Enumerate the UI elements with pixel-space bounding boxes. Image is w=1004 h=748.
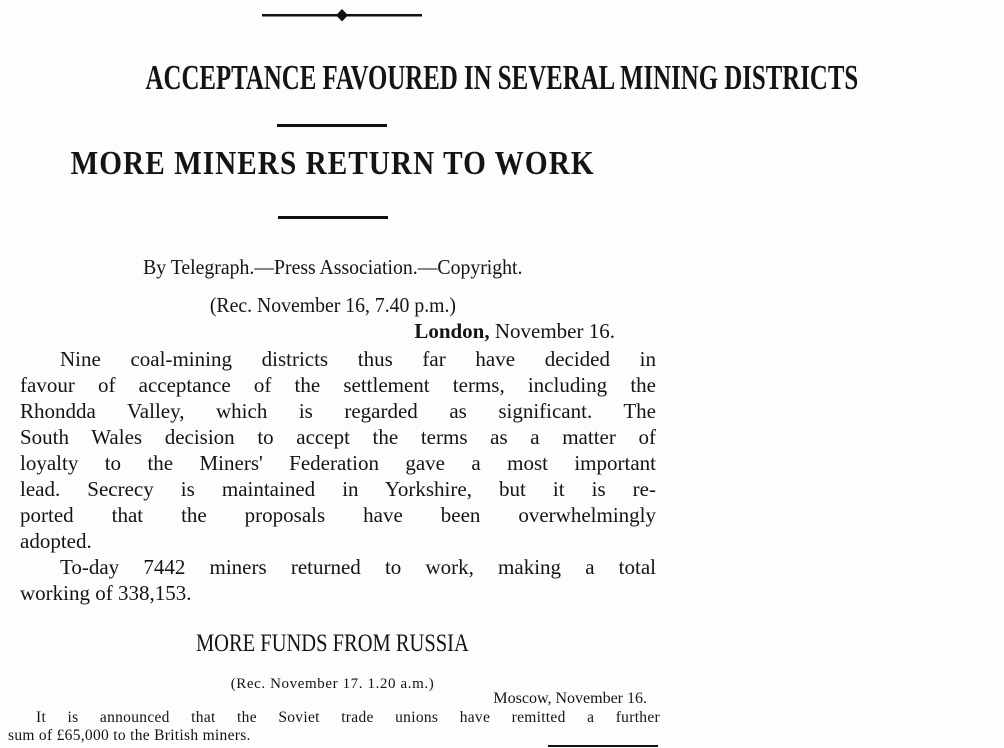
byline: By Telegraph.—Press Association.—Copyright. (142, 255, 523, 279)
body-line: South Wales decision to accept the terms as a matter of (20, 425, 656, 449)
ornament-divider (262, 8, 422, 22)
headline: ACCEPTANCE FAVOURED IN SEVERAL MINING DISTRICTS (145, 58, 859, 97)
body-line: ported that the proposals have been overwhelmingly (20, 503, 656, 527)
body-line: It is announced that the Soviet trade unions have remitted a further (36, 709, 660, 726)
dateline-date: November 16. (494, 319, 615, 343)
body-line: adopted. (20, 529, 92, 553)
dateline (414, 319, 615, 344)
body-line: To-day 7442 miners returned to work, making a total (60, 555, 656, 579)
divider-rule (548, 745, 658, 747)
body-line: Rhondda Valley, which is regarded as significant. The (20, 399, 656, 423)
body-line: sum of £65,000 to the British miners. (8, 727, 251, 744)
received-time: (Rec. November 17. 1.20 a.m.) (230, 676, 435, 692)
dateline-place: London, (414, 319, 490, 343)
body-line: loyalty to the Miners' Federation gave a most important (20, 451, 656, 475)
received-time: (Rec. November 16, 7.40 p.m.) (209, 293, 456, 317)
subheadline: MORE MINERS RETURN TO WORK (70, 145, 595, 182)
section-heading: MORE FUNDS FROM RUSSIA (196, 630, 469, 657)
divider-rule (278, 216, 388, 219)
dateline: Moscow, November 16. (493, 690, 647, 707)
divider-rule (277, 124, 387, 127)
body-line: lead. Secrecy is maintained in Yorkshire, but it is re- (20, 477, 656, 501)
body-line: Nine coal-mining districts thus far have decided in (60, 347, 656, 371)
body-line: favour of acceptance of the settlement terms, including the (20, 373, 656, 397)
article-body (20, 346, 660, 616)
body-line: working of 338,153. (20, 581, 192, 605)
